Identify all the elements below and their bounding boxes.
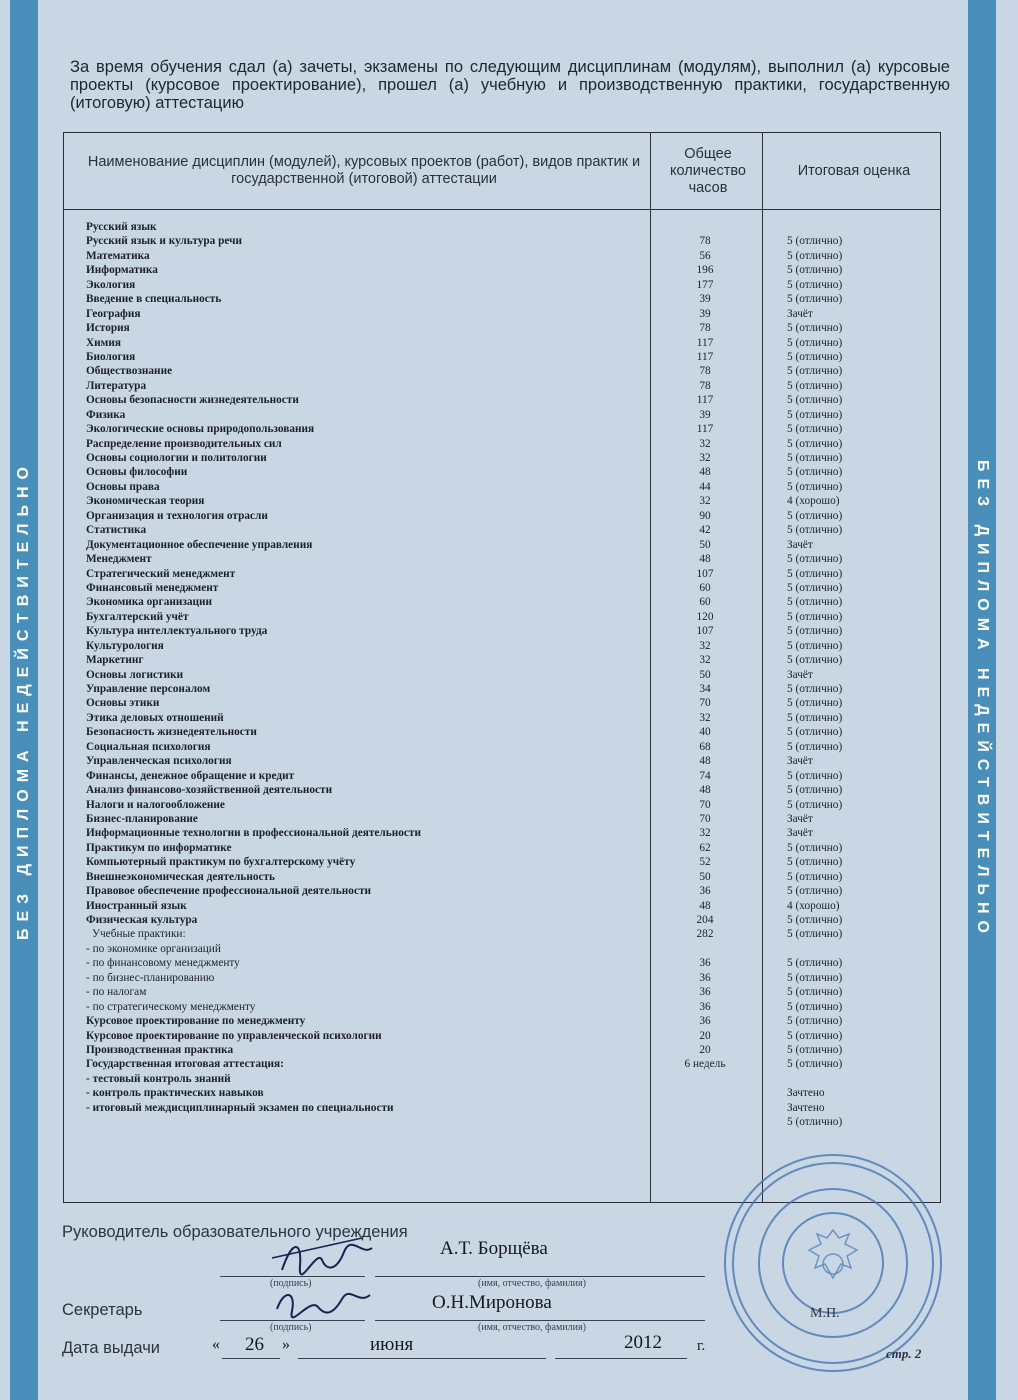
grade-value: Зачёт bbox=[787, 812, 813, 825]
discipline-name: Экологические основы природопользования bbox=[86, 423, 315, 436]
hours-value: 36 bbox=[699, 1015, 711, 1028]
grade-value: 4 (хорошо) bbox=[787, 495, 840, 508]
table-row bbox=[0, 639, 1018, 653]
intro-paragraph: За время обучения сдал (а) зачеты, экзамены по следующим дисциплинам (модулям), выполнил (а) курсовые проекты (курсовое проектирование), прошел (а) учебную и производственную практики, государственную (итоговую) аттестацию bbox=[70, 58, 950, 112]
hours-value: 204 bbox=[696, 914, 714, 926]
official-seal-stamp bbox=[718, 1148, 948, 1378]
table-row bbox=[0, 884, 1018, 898]
hours-value: 36 bbox=[699, 971, 711, 984]
table-row bbox=[0, 826, 1018, 840]
hours-value: 117 bbox=[696, 336, 714, 349]
table-row bbox=[0, 754, 1018, 768]
hours-value: 34 bbox=[699, 683, 711, 695]
table-row bbox=[0, 956, 1018, 970]
discipline-name: Культура интеллектуального труда bbox=[86, 625, 268, 638]
discipline-name: Курсовое проектирование по управленческой психологии bbox=[86, 1029, 382, 1042]
table-row bbox=[0, 408, 1018, 422]
date-year-suffix: г. bbox=[697, 1338, 706, 1354]
discipline-name: Русский язык и культура речи bbox=[86, 235, 243, 248]
table-row bbox=[0, 913, 1018, 927]
hours-value: 107 bbox=[696, 625, 714, 638]
discipline-name: Финансовый менеджмент bbox=[86, 581, 219, 594]
hours-value: 177 bbox=[696, 278, 714, 291]
grade-value: 5 (отлично) bbox=[787, 885, 843, 898]
discipline-name: Стратегический менеджмент bbox=[86, 567, 236, 580]
hours-value: 32 bbox=[699, 711, 711, 724]
date-month: июня bbox=[370, 1334, 414, 1355]
hours-value: 32 bbox=[699, 495, 711, 508]
hours-value: 117 bbox=[696, 423, 714, 436]
grade-value: 5 (отлично) bbox=[787, 726, 843, 739]
grade-value: 5 (отлично) bbox=[787, 524, 843, 537]
date-year-line bbox=[555, 1358, 687, 1359]
table-row bbox=[0, 220, 1018, 234]
discipline-name: Организация и технология отрасли bbox=[86, 509, 268, 522]
hours-value: 78 bbox=[699, 379, 711, 392]
grade-value: 5 (отлично) bbox=[787, 336, 843, 349]
hours-value: 56 bbox=[699, 249, 711, 262]
head-name-line bbox=[375, 1276, 705, 1277]
discipline-name: - по стратегическому менеджменту bbox=[86, 1000, 256, 1013]
grade-value: 5 (отлично) bbox=[787, 740, 843, 753]
discipline-name: Введение в специальность bbox=[86, 293, 222, 306]
discipline-name: Информатика bbox=[86, 264, 158, 277]
hours-value: 36 bbox=[699, 957, 711, 970]
grade-value: 5 (отлично) bbox=[787, 596, 843, 609]
grade-value: 5 (отлично) bbox=[787, 870, 843, 883]
table-row bbox=[0, 870, 1018, 884]
page-number: стр. 2 bbox=[886, 1346, 922, 1361]
left-band-text: БЕЗ ДИПЛОМА НЕДЕЙСТВИТЕЛЬНО bbox=[15, 460, 32, 940]
table-row bbox=[0, 263, 1018, 277]
table-row bbox=[0, 523, 1018, 537]
grade-value: 5 (отлично) bbox=[787, 769, 843, 782]
table-row bbox=[0, 581, 1018, 595]
hours-value: 50 bbox=[699, 870, 711, 883]
table-row bbox=[0, 379, 1018, 393]
secretary-name-line bbox=[375, 1320, 705, 1321]
table-row bbox=[0, 422, 1018, 436]
discipline-name: - по экономике организаций bbox=[86, 942, 221, 955]
table-row bbox=[0, 364, 1018, 378]
table-row bbox=[0, 769, 1018, 783]
discipline-name: Статистика bbox=[86, 524, 147, 537]
discipline-name: Государственная итоговая аттестация: bbox=[86, 1058, 284, 1071]
discipline-name: Налоги и налогообложение bbox=[86, 798, 225, 811]
head-label: Руководитель образовательного учреждения bbox=[62, 1223, 408, 1241]
grade-value: 5 (отлично) bbox=[787, 480, 843, 493]
hours-value: 32 bbox=[699, 452, 711, 464]
table-row bbox=[0, 567, 1018, 581]
table-row bbox=[0, 321, 1018, 335]
discipline-name: Компьютерный практикум по бухгалтерскому учёту bbox=[86, 856, 356, 869]
table-row bbox=[0, 292, 1018, 306]
secretary-signature-caption: (подпись) bbox=[270, 1322, 312, 1333]
table-row bbox=[0, 682, 1018, 696]
discipline-name: Основы философии bbox=[86, 466, 188, 479]
hours-value: 62 bbox=[699, 841, 711, 854]
header-hours: Общее количество часов bbox=[670, 145, 746, 196]
table-row bbox=[0, 927, 1018, 941]
discipline-name: - по бизнес-планированию bbox=[86, 971, 215, 984]
grade-value: 5 (отлично) bbox=[787, 928, 843, 941]
grade-value: 5 (отлично) bbox=[787, 639, 843, 652]
grade-value: 5 (отлично) bbox=[787, 1029, 843, 1042]
hours-value: 39 bbox=[699, 307, 711, 320]
discipline-name: Учебные практики: bbox=[92, 928, 186, 941]
grade-value: 5 (отлично) bbox=[787, 322, 843, 335]
grade-value: 5 (отлично) bbox=[787, 856, 843, 869]
grade-value: 5 (отлично) bbox=[787, 625, 843, 638]
grade-value: 5 (отлично) bbox=[787, 466, 843, 479]
table-row bbox=[0, 725, 1018, 739]
table-row bbox=[0, 696, 1018, 710]
grade-value: 5 (отлично) bbox=[787, 264, 843, 277]
grade-value: 5 (отлично) bbox=[787, 798, 843, 811]
discipline-name: Обществознание bbox=[86, 365, 173, 378]
date-year: 2012 bbox=[624, 1332, 662, 1353]
hours-value: 117 bbox=[696, 394, 714, 407]
date-day-line bbox=[222, 1358, 280, 1359]
grade-value: 4 (хорошо) bbox=[787, 899, 840, 912]
grade-value: 5 (отлично) bbox=[787, 1058, 843, 1071]
discipline-name: Экономика организации bbox=[86, 596, 213, 609]
table-row bbox=[0, 668, 1018, 682]
table-row bbox=[0, 942, 1018, 956]
discipline-name: Химия bbox=[86, 336, 121, 349]
grade-value: 5 (отлично) bbox=[787, 711, 843, 724]
grade-value: 5 (отлично) bbox=[787, 1000, 843, 1013]
hours-value: 39 bbox=[699, 293, 711, 306]
discipline-name: Математика bbox=[86, 249, 150, 262]
hours-value: 78 bbox=[699, 322, 711, 335]
table-row bbox=[0, 494, 1018, 508]
grade-value: 5 (отлично) bbox=[787, 249, 843, 262]
table-row bbox=[0, 1014, 1018, 1028]
hours-value: 90 bbox=[699, 509, 711, 522]
discipline-name: География bbox=[86, 307, 141, 320]
discipline-name: Финансы, денежное обращение и кредит bbox=[86, 769, 295, 782]
date-open-quote: « bbox=[212, 1336, 220, 1353]
hours-value: 20 bbox=[699, 1029, 711, 1042]
discipline-name: Бухгалтерский учёт bbox=[86, 610, 189, 623]
grade-value: Зачёт bbox=[787, 668, 813, 681]
grade-value: 5 (отлично) bbox=[787, 278, 843, 291]
hours-value: 20 bbox=[699, 1043, 711, 1056]
table-row bbox=[0, 740, 1018, 754]
secretary-name-caption: (имя, отчество, фамилия) bbox=[478, 1322, 586, 1333]
discipline-name: Внешнеэкономическая деятельность bbox=[86, 870, 276, 883]
hours-value: 48 bbox=[699, 784, 711, 797]
grade-value: 5 (отлично) bbox=[787, 423, 843, 436]
grade-value: Зачёт bbox=[787, 538, 813, 551]
grade-value: 5 (отлично) bbox=[787, 841, 843, 854]
table-row bbox=[0, 437, 1018, 451]
table-row bbox=[0, 451, 1018, 465]
issue-date-label: Дата выдачи bbox=[62, 1339, 161, 1357]
table-row bbox=[0, 1057, 1018, 1071]
table-body bbox=[0, 220, 1018, 1130]
discipline-name: Управленческая психология bbox=[86, 755, 232, 768]
grade-value: 5 (отлично) bbox=[787, 784, 843, 797]
grade-value: 5 (отлично) bbox=[787, 697, 843, 710]
table-row bbox=[0, 278, 1018, 292]
discipline-name: Курсовое проектирование по менеджменту bbox=[86, 1015, 306, 1028]
grade-value: 5 (отлично) bbox=[787, 683, 843, 695]
table-row bbox=[0, 841, 1018, 855]
discipline-name: Маркетинг bbox=[86, 654, 144, 667]
secretary-label: Секретарь bbox=[62, 1301, 143, 1319]
hours-value: 36 bbox=[699, 1000, 711, 1013]
hours-value: 74 bbox=[699, 769, 711, 782]
hours-value: 42 bbox=[699, 524, 711, 537]
discipline-name: Правовое обеспечение профессиональной деятельности bbox=[86, 885, 372, 898]
hours-value: 39 bbox=[699, 408, 711, 421]
hours-value: 48 bbox=[699, 755, 711, 768]
hours-value: 50 bbox=[699, 538, 711, 551]
discipline-name: Основы права bbox=[86, 480, 160, 493]
grade-value: Зачёт bbox=[787, 307, 813, 320]
table-row bbox=[0, 552, 1018, 566]
grade-value: 5 (отлично) bbox=[787, 394, 843, 407]
table-row bbox=[0, 480, 1018, 494]
grade-value: 5 (отлично) bbox=[787, 986, 843, 999]
discipline-name: - по финансовому менеджменту bbox=[86, 957, 240, 970]
table-row bbox=[0, 1043, 1018, 1057]
hours-value: 48 bbox=[699, 553, 711, 566]
grade-value: 5 (отлично) bbox=[787, 957, 843, 970]
grade-value: 5 (отлично) bbox=[787, 914, 843, 926]
discipline-name: Этика деловых отношений bbox=[86, 711, 224, 724]
grade-value: 5 (отлично) bbox=[787, 567, 843, 580]
hours-value: 117 bbox=[696, 350, 714, 363]
grade-value: 5 (отлично) bbox=[787, 408, 843, 421]
discipline-name: Основы логистики bbox=[86, 668, 184, 681]
discipline-name: Информационные технологии в профессиональной деятельности bbox=[86, 827, 421, 840]
grade-value: Зачёт bbox=[787, 755, 813, 768]
grade-value: 5 (отлично) bbox=[787, 971, 843, 984]
hours-value: 6 недель bbox=[684, 1058, 726, 1071]
grade-value: 5 (отлично) bbox=[787, 235, 843, 248]
discipline-name: Менеджмент bbox=[86, 553, 152, 566]
hours-value: 32 bbox=[699, 827, 711, 840]
discipline-name: Биология bbox=[86, 350, 136, 363]
discipline-name: - по налогам bbox=[86, 986, 147, 999]
discipline-name: Литература bbox=[86, 379, 147, 392]
table-row bbox=[0, 985, 1018, 999]
grade-value: 5 (отлично) bbox=[787, 581, 843, 594]
discipline-name: Физика bbox=[86, 408, 126, 421]
discipline-name: Основы этики bbox=[86, 697, 160, 710]
table-row bbox=[0, 624, 1018, 638]
discipline-name: Русский язык bbox=[86, 221, 157, 233]
right-band-text: БЕЗ ДИПЛОМА НЕДЕЙСТВИТЕЛЬНО bbox=[974, 460, 991, 940]
secretary-name: О.Н.Миронова bbox=[432, 1292, 552, 1313]
discipline-name: Иностранный язык bbox=[86, 899, 187, 912]
hours-value: 60 bbox=[699, 581, 711, 594]
hours-value: 52 bbox=[699, 856, 711, 869]
secretary-signature-line bbox=[220, 1320, 365, 1321]
hours-value: 48 bbox=[699, 466, 711, 479]
hours-value: 78 bbox=[699, 365, 711, 378]
discipline-name: Практикум по информатике bbox=[86, 841, 232, 854]
date-month-line bbox=[298, 1358, 546, 1359]
table-row bbox=[0, 971, 1018, 985]
hours-value: 32 bbox=[699, 437, 711, 450]
table-row bbox=[0, 798, 1018, 812]
table-row bbox=[0, 509, 1018, 523]
head-signature-line bbox=[220, 1276, 365, 1277]
hours-value: 32 bbox=[699, 654, 711, 667]
hours-value: 60 bbox=[699, 596, 711, 609]
discipline-name: - итоговый междисциплинарный экзамен по специальности bbox=[86, 1101, 394, 1114]
discipline-name: Экономическая теория bbox=[86, 495, 205, 508]
discipline-name: Производственная практика bbox=[86, 1043, 234, 1056]
head-name-caption: (имя, отчество, фамилия) bbox=[478, 1278, 586, 1289]
table-row bbox=[0, 1072, 1018, 1086]
table-row bbox=[0, 783, 1018, 797]
stamp-place-label: М.П. bbox=[810, 1306, 840, 1321]
table-row bbox=[0, 899, 1018, 913]
table-row bbox=[0, 1086, 1018, 1100]
grade-value: 5 (отлично) bbox=[787, 610, 843, 623]
header-grade: Итоговая оценка bbox=[797, 162, 911, 179]
table-row bbox=[0, 1115, 1018, 1129]
table-row bbox=[0, 812, 1018, 826]
discipline-name: Документационное обеспечение управления bbox=[86, 538, 313, 551]
discipline-name: Основы социологии и политологии bbox=[86, 452, 267, 464]
grade-value: 5 (отлично) bbox=[787, 1015, 843, 1028]
table-row bbox=[0, 1029, 1018, 1043]
discipline-name: Физическая культура bbox=[86, 914, 198, 926]
discipline-name: - тестовый контроль знаний bbox=[86, 1072, 231, 1085]
discipline-name: Управление персоналом bbox=[86, 683, 211, 695]
grade-value: 5 (отлично) bbox=[787, 553, 843, 566]
table-row bbox=[0, 855, 1018, 869]
table-row bbox=[0, 1101, 1018, 1115]
header-discipline: Наименование дисциплин (модулей), курсовых проектов (работ), видов практик и государственной (итоговой) аттестации bbox=[87, 154, 641, 187]
hours-value: 70 bbox=[699, 798, 711, 811]
discipline-name: Основы безопасности жизнедеятельности bbox=[86, 394, 299, 407]
table-row bbox=[0, 538, 1018, 552]
hours-value: 48 bbox=[699, 899, 711, 912]
hours-value: 44 bbox=[699, 480, 711, 493]
table-row bbox=[0, 307, 1018, 321]
hours-value: 36 bbox=[699, 885, 711, 898]
table-row bbox=[0, 595, 1018, 609]
table-row bbox=[0, 336, 1018, 350]
table-row bbox=[0, 350, 1018, 364]
table-row bbox=[0, 711, 1018, 725]
hours-value: 107 bbox=[696, 567, 714, 580]
hours-value: 120 bbox=[696, 610, 714, 623]
date-close-quote: » bbox=[282, 1336, 290, 1353]
hours-value: 78 bbox=[699, 235, 711, 248]
grade-value: Зачтено bbox=[787, 1101, 825, 1114]
discipline-name: Анализ финансово-хозяйственной деятельности bbox=[86, 784, 333, 797]
grade-value: 5 (отлично) bbox=[787, 293, 843, 306]
grade-value: Зачтено bbox=[787, 1087, 825, 1100]
hours-value: 282 bbox=[696, 928, 714, 941]
grade-value: 5 (отлично) bbox=[787, 365, 843, 378]
discipline-name: Культурология bbox=[86, 639, 164, 652]
hours-value: 196 bbox=[696, 264, 714, 277]
table-row bbox=[0, 653, 1018, 667]
discipline-name: - контроль практических навыков bbox=[86, 1087, 264, 1100]
table-row bbox=[0, 1000, 1018, 1014]
table-row bbox=[0, 249, 1018, 263]
grade-value: Зачёт bbox=[787, 827, 813, 840]
grade-value: 5 (отлично) bbox=[787, 379, 843, 392]
discipline-name: Экология bbox=[86, 278, 136, 291]
discipline-name: Социальная психология bbox=[86, 740, 211, 753]
date-day: 26 bbox=[245, 1334, 264, 1355]
discipline-name: Распределение производительных сил bbox=[86, 437, 282, 450]
hours-value: 32 bbox=[699, 639, 711, 652]
table-row bbox=[0, 234, 1018, 248]
table-row bbox=[0, 393, 1018, 407]
hours-value: 70 bbox=[699, 812, 711, 825]
secretary-signature bbox=[262, 1283, 392, 1323]
hours-value: 40 bbox=[699, 726, 711, 739]
discipline-name: История bbox=[86, 322, 130, 335]
head-name: А.Т. Борщёва bbox=[440, 1238, 548, 1259]
header-divider bbox=[64, 209, 940, 210]
table-row bbox=[0, 610, 1018, 624]
hours-value: 50 bbox=[699, 668, 711, 681]
grade-value: 5 (отлично) bbox=[787, 654, 843, 667]
grade-value: 5 (отлично) bbox=[787, 452, 843, 464]
grade-value: 5 (отлично) bbox=[787, 437, 843, 450]
grade-value: 5 (отлично) bbox=[787, 509, 843, 522]
grade-value: 5 (отлично) bbox=[787, 1043, 843, 1056]
discipline-name: Бизнес-планирование bbox=[86, 812, 198, 825]
grade-value: 5 (отлично) bbox=[787, 1116, 843, 1129]
table-row bbox=[0, 465, 1018, 479]
discipline-name: Безопасность жизнедеятельности bbox=[86, 726, 257, 739]
head-signature-caption: (подпись) bbox=[270, 1278, 312, 1289]
hours-value: 70 bbox=[699, 697, 711, 710]
hours-value: 36 bbox=[699, 986, 711, 999]
hours-value: 68 bbox=[699, 740, 711, 753]
grade-value: 5 (отлично) bbox=[787, 350, 843, 363]
